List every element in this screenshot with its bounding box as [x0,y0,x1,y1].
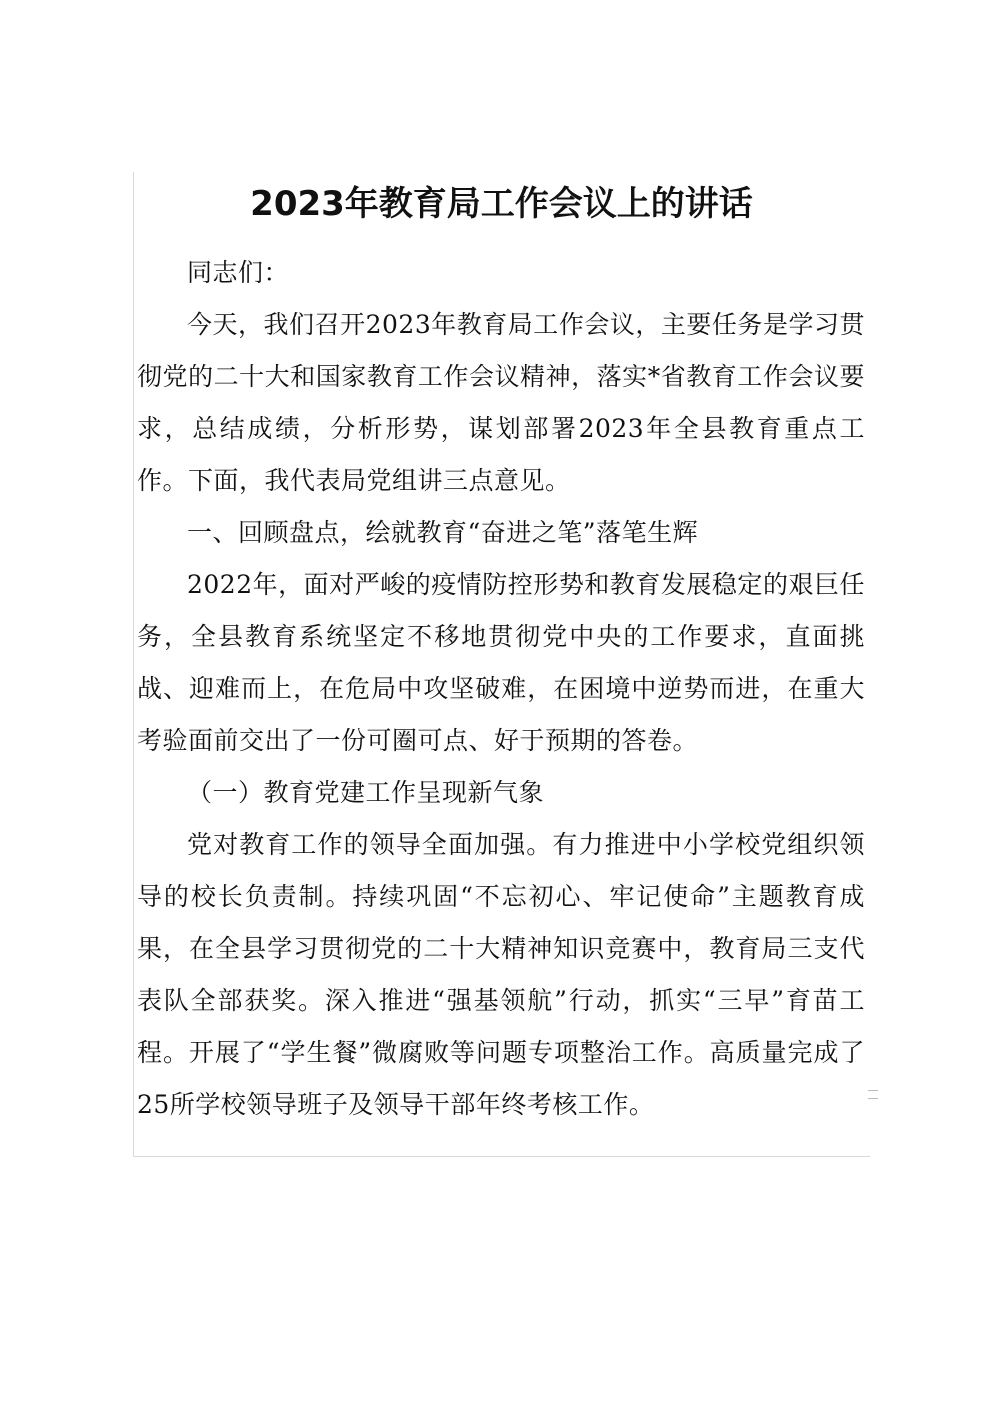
review-paragraph: 2022年，面对严峻的疫情防控形势和教育发展稳定的艰巨任务，全县教育系统坚定不移地贯彻党中央的工作要求，直面挑战、迎难而上，在危局中攻坚破难，在困境中逆势而进，在重大考验面前交出了一份可圈可点、好于预期的答卷。 [137,570,865,755]
party-building-paragraph: 党对教育工作的领导全面加强。有力推进中小学校党组织领导的校长负责制。持续巩固“不忘初心、牢记使命”主题教育成果，在全县学习贯彻党的二十大精神知识竞赛中，教育局三支代表队全部获奖。深入推进“强基领航”行动，抓实“三早”育苗工程。开展了“学生餐”微腐败等问题专项整治工作。高质量完成了25所学校领导班子及领导干部年终考核工作。 [137,830,865,1119]
margin-mark [868,1090,878,1091]
salutation-paragraph: 同志们： [187,258,290,287]
subsection-heading: （一）教育党建工作呈现新气象 [187,778,545,807]
document-title: 2023年教育局工作会议上的讲话 [250,184,753,224]
margin-mark [868,1098,878,1099]
section-heading: 一、回顾盘点，绘就教育“奋进之笔”落笔生辉 [187,518,699,547]
document-body [137,247,865,1131]
intro-paragraph: 今天，我们召开2023年教育局工作会议，主要任务是学习贯彻党的二十大和国家教育工作会议精神，落实*省教育工作会议要求，总结成绩，分析形势，谋划部署2023年全县教育重点工作。下面，我代表局党组讲三点意见。 [137,310,865,495]
